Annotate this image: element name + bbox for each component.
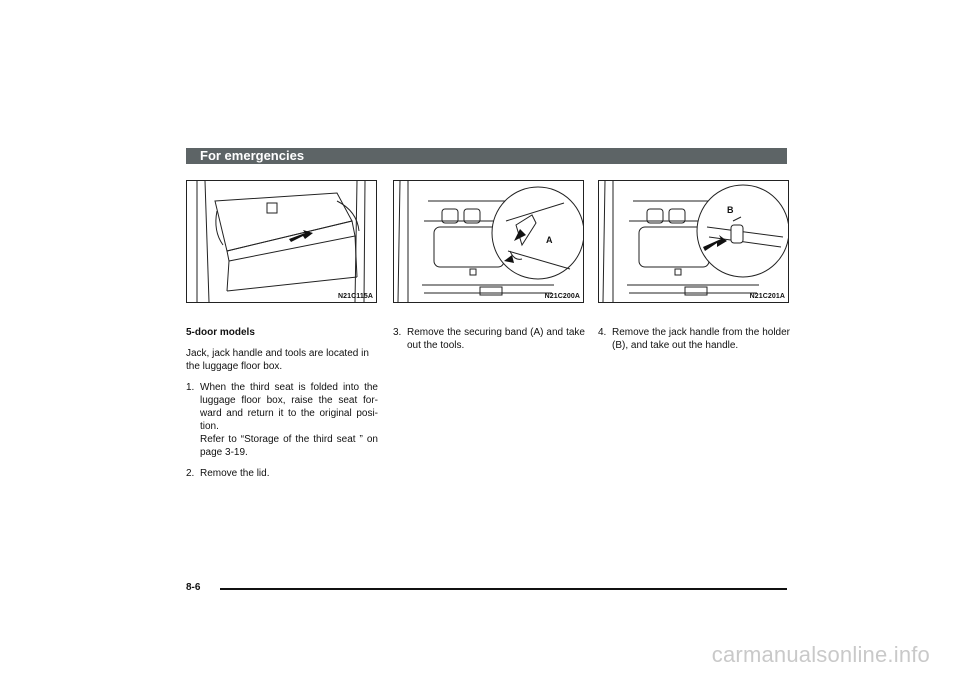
- step-number: 1.: [186, 382, 195, 393]
- footer-divider: [220, 588, 787, 590]
- callout-label-b: B: [727, 205, 734, 215]
- text-column-3: [598, 326, 790, 360]
- text-column-2: [393, 326, 585, 360]
- figure-jack-handle-holder: [598, 180, 789, 303]
- step-text: Remove the lid.: [200, 468, 270, 479]
- intro-paragraph: Jack, jack handle and tools are located in the luggage floor box.: [186, 348, 369, 372]
- text-column-1: [186, 326, 378, 488]
- step-text: Remove the jack handle from the holder (B), and take out the handle.: [612, 327, 790, 351]
- step-1: [186, 381, 378, 459]
- figure-code: N21C201A: [749, 293, 785, 300]
- figure-code: N21C200A: [544, 293, 580, 300]
- step-2: [186, 467, 378, 480]
- luggage-floor-illustration: [187, 181, 376, 302]
- step-number: 2.: [186, 468, 195, 479]
- step-3: [393, 326, 585, 352]
- step-text: Remove the securing band (A) and take out the tools.: [407, 327, 585, 351]
- step-1-reference: Refer to “Storage of the third seat ” on page 3-19.: [200, 434, 378, 458]
- subheading-5-door-models: 5-door models: [186, 327, 255, 338]
- section-header-bar: [186, 148, 787, 164]
- step-number: 4.: [598, 327, 607, 338]
- step-number: 3.: [393, 327, 402, 338]
- figure-luggage-floor: [186, 180, 377, 303]
- section-title: For emergencies: [200, 148, 305, 163]
- step-1-text: When the third seat is folded into the luggage floor box, raise the seat for- ward and return it to the original posi- tion.: [200, 382, 378, 432]
- step-4: [598, 326, 790, 352]
- figure-securing-band: [393, 180, 584, 303]
- callout-label-a: A: [546, 235, 553, 245]
- watermark: carmanualsonline.info: [711, 642, 930, 667]
- page-number: 8-6: [186, 582, 201, 593]
- jack-handle-holder-illustration: [599, 181, 788, 302]
- securing-band-illustration: [394, 181, 583, 302]
- figure-code: N21C115A: [337, 293, 373, 300]
- step-text: [200, 381, 378, 459]
